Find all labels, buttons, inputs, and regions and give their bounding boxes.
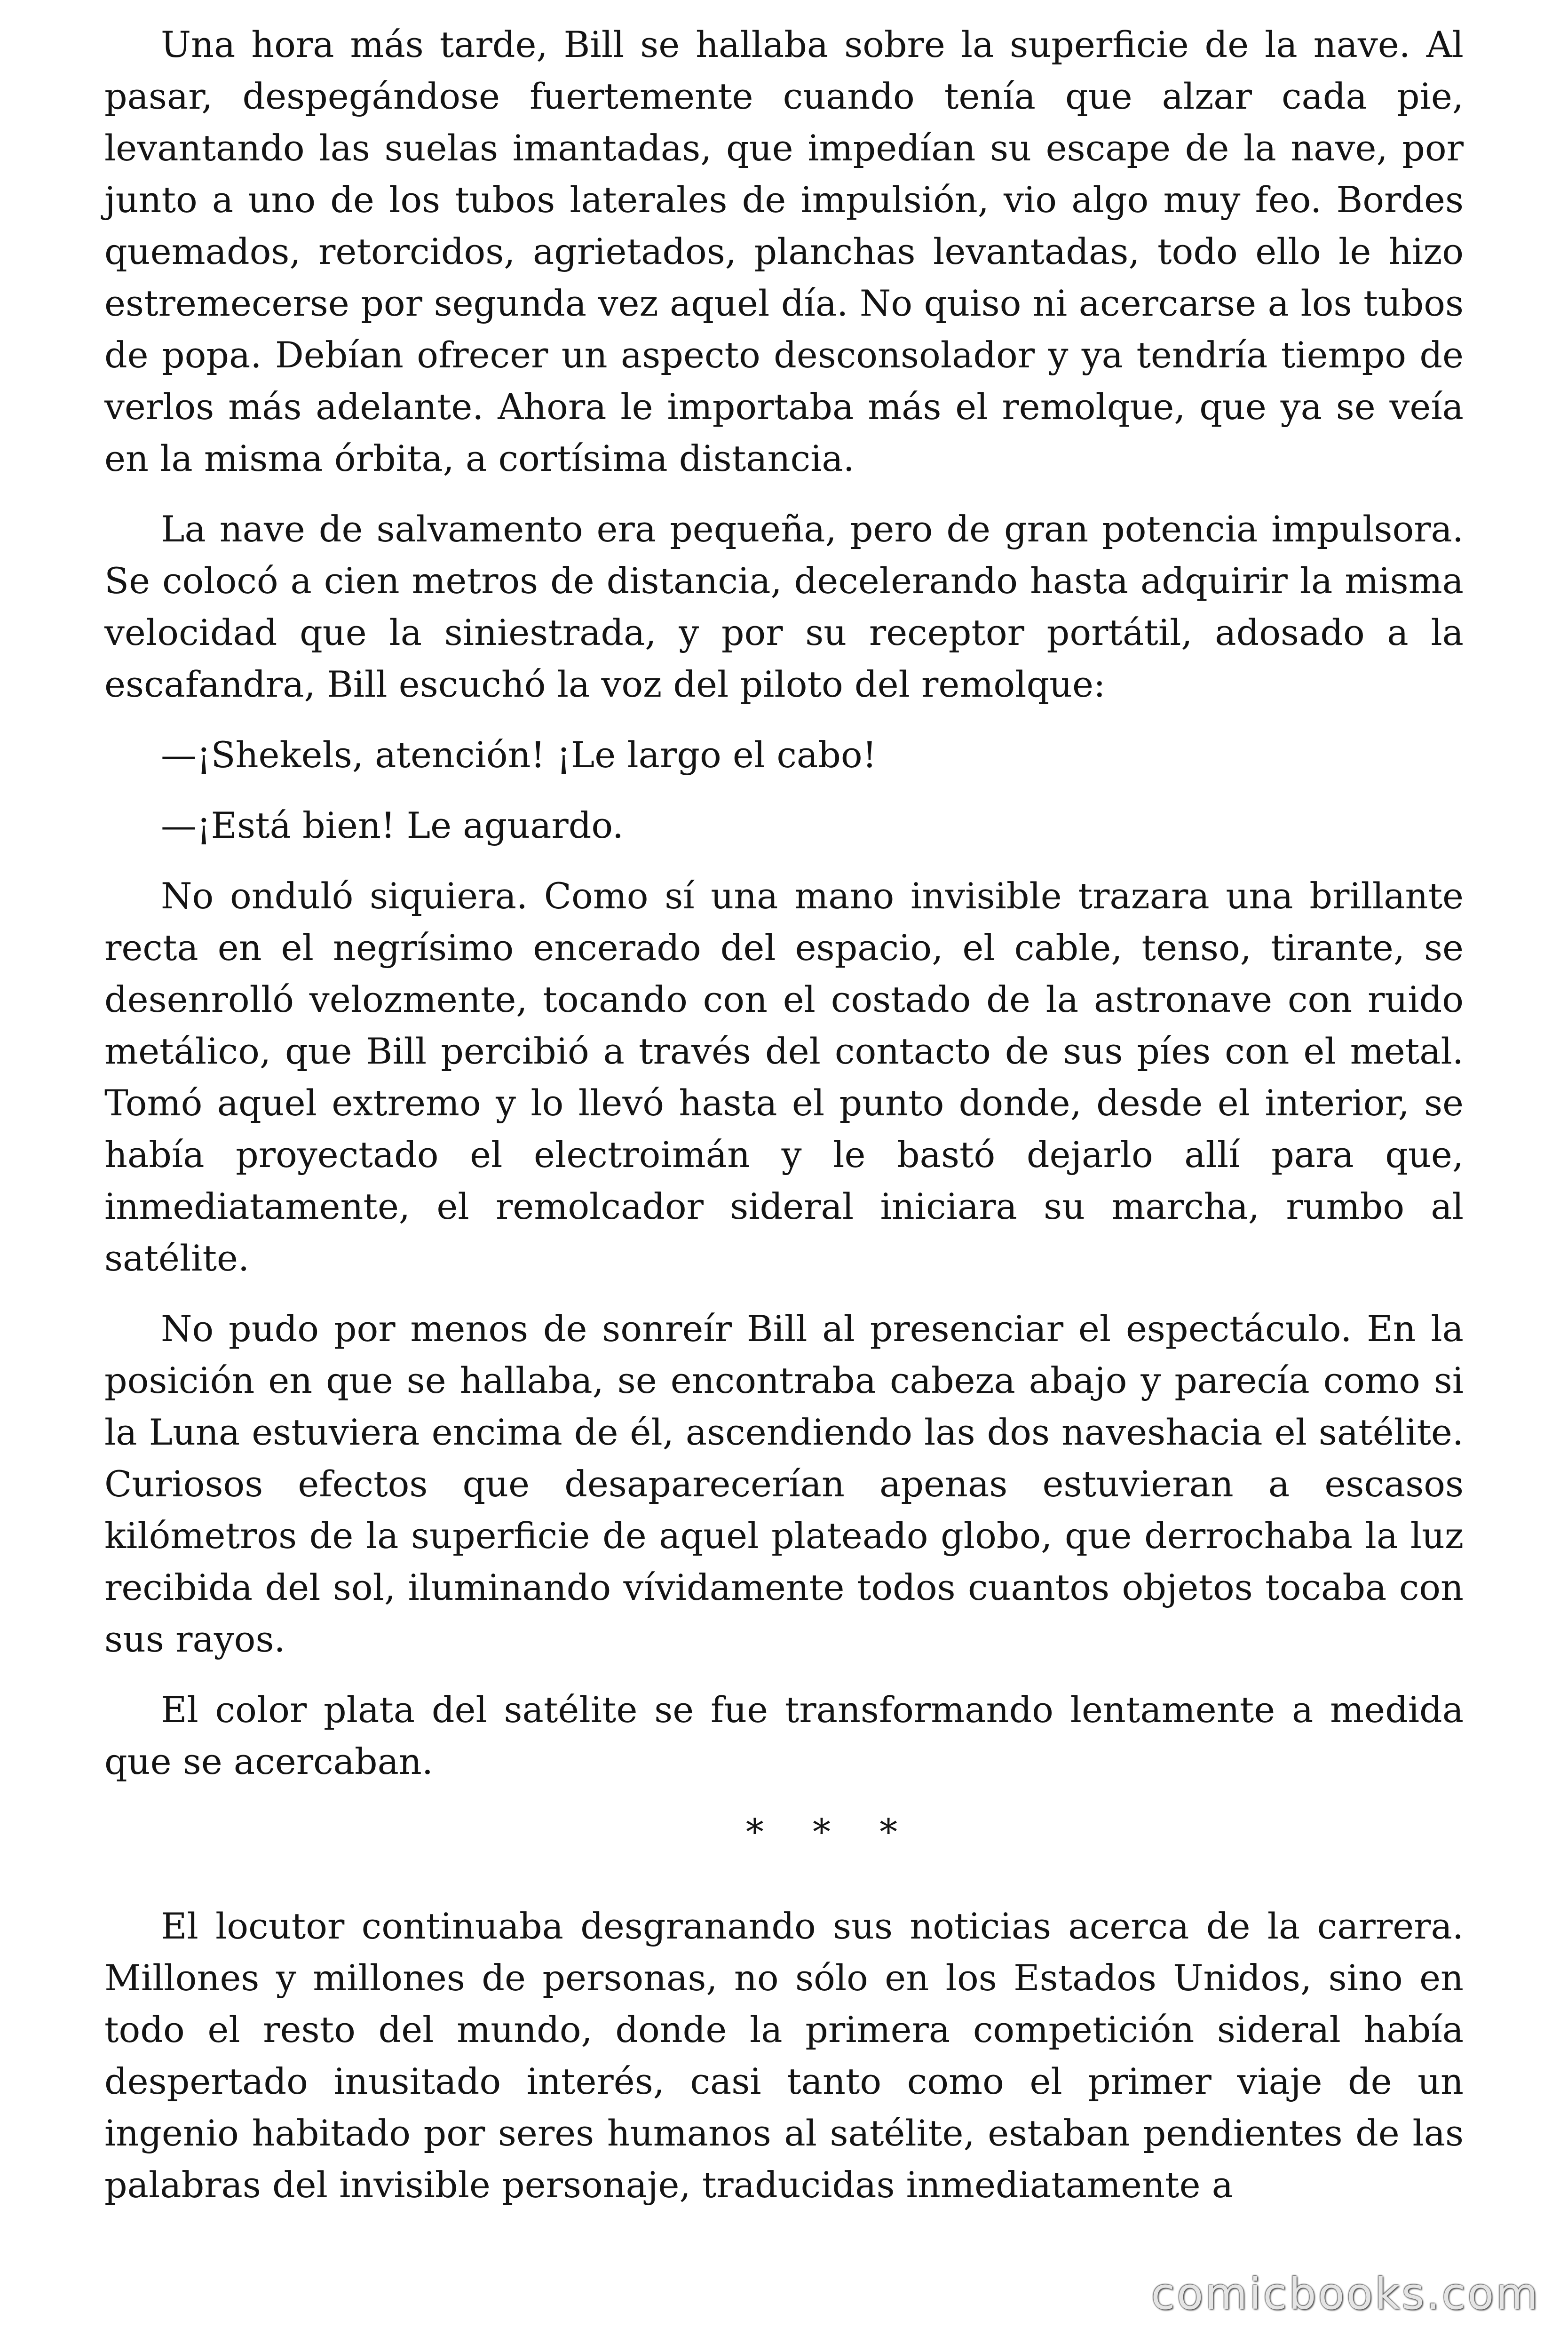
dialogue-line-1: —¡Shekels, atención! ¡Le largo el cabo! xyxy=(161,734,877,776)
watermark: comicbooks.com xyxy=(1151,2269,1540,2319)
dialogue-line-2: —¡Está bien! Le aguardo. xyxy=(161,804,624,846)
paragraph-5: El color plata del satélite se fue transformando lentamente a medida que se acercaban. xyxy=(104,1689,1464,1782)
section-separator: * * * xyxy=(745,1811,917,1853)
paragraph-6: El locutor continuaba desgranando sus noticias acerca de la carrera. Millones y millones de personas, no sólo en los Estados Unidos, sino en todo el resto del mundo, donde la primera competición sideral había despertado inusitado interés, casi tanto como el primer viaje de un ingenio habitado por seres humanos al satélite, estaban pendientes de las palabras del invisible personaje, traducidas inmediatamente a xyxy=(104,1905,1464,2206)
book-page xyxy=(104,19,1464,2230)
paragraph-4: No pudo por menos de sonreír Bill al presenciar el espectáculo. En la posición en que se hallaba, se encontraba cabeza abajo y parecía como si la Luna estuviera encima de él, ascendiendo las dos naveshacia el satélite. Curiosos efectos que desaparecerían apenas estuvieran a escasos kilómetros de la superficie de aquel plateado globo, que derrochaba la luz recibida del sol, iluminando vívidamente todos cuantos objetos tocaba con sus rayos. xyxy=(104,1308,1464,1660)
paragraph-3: No onduló siquiera. Como sí una mano invisible trazara una brillante recta en el negrísimo encerado del espacio, el cable, tenso, tirante, se desenrolló velozmente, tocando con el costado de la astronave con ruido metálico, que Bill percibió a través del contacto de sus píes con el metal. Tomó aquel extremo y lo llevó hasta el punto donde, desde el interior, se había proyectado el electroimán y le bastó dejarlo allí para que, inmediatamente, el remolcador sideral iniciara su marcha, rumbo al satélite. xyxy=(104,875,1464,1279)
paragraph-2: La nave de salvamento era pequeña, pero de gran potencia impulsora. Se colocó a cien metros de distancia, decelerando hasta adquirir la misma velocidad que la siniestrada, y por su receptor portátil, adosado a la escafandra, Bill escuchó la voz del piloto del remolque: xyxy=(104,508,1464,705)
paragraph-1: Una hora más tarde, Bill se hallaba sobre la superficie de la nave. Al pasar, despegándose fuertemente cuando tenía que alzar cada pie, levantando las suelas imantadas, que impedían su escape de la nave, por junto a uno de los tubos laterales de impulsión, vio algo muy feo. Bordes quemados, retorcidos, agrietados, planchas levantadas, todo ello le hizo estremecerse por segunda vez aquel día. No quiso ni acercarse a los tubos de popa. Debían ofrecer un aspecto desconsolador y ya tendría tiempo de verlos más adelante. Ahora le importaba más el remolque, que ya se veía en la misma órbita, a cortísima distancia. xyxy=(104,24,1464,479)
